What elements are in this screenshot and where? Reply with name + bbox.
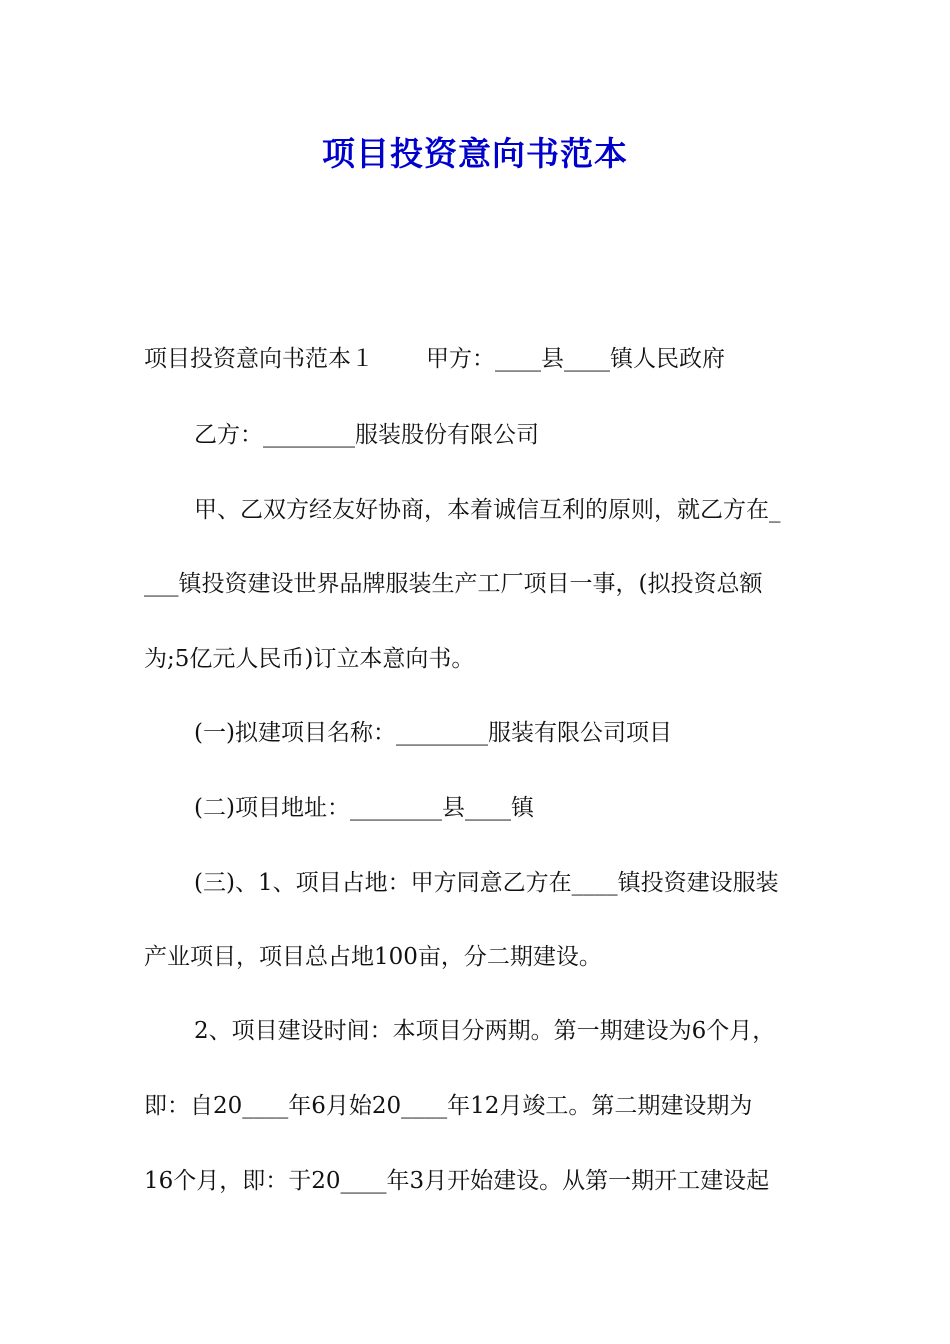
heading-line (144, 344, 814, 374)
paragraph-line: 2、项目建设时间：本项目分两期。第一期建设为6个月， (194, 1018, 776, 1044)
paragraph-line: ___镇投资建设世界品牌服装生产工厂项目一事，(拟投资总额 (144, 571, 763, 597)
party-b-line: 乙方：________服装股份有限公司 (194, 422, 539, 448)
paragraph-line: 即：自20____年6月始20____年12月竣工。第二期建设期为 (144, 1093, 753, 1119)
paragraph-line: 甲、乙双方经友好协商，本着诚信互利的原则，就乙方在_ (194, 497, 781, 523)
party-a-line: 甲方：____县____镇人民政府 (426, 346, 725, 372)
section-heading: 项目投资意向书范本１ (144, 346, 374, 372)
project-name-line: (一)拟建项目名称：________服装有限公司项目 (194, 720, 672, 746)
paragraph-line: 16个月，即：于20____年3月开始建设。从第一期开工建设起 (144, 1168, 770, 1194)
paragraph-line: 为;5亿元人民币)订立本意向书。 (144, 646, 475, 672)
project-address-line: (二)项目地址：________县____镇 (194, 795, 534, 821)
document-title: 项目投资意向书范本 (322, 134, 628, 173)
paragraph-line: 产业项目，项目总占地100亩，分二期建设。 (144, 944, 602, 970)
paragraph-line: (三)、1、项目占地：甲方同意乙方在____镇投资建设服装 (194, 870, 779, 896)
